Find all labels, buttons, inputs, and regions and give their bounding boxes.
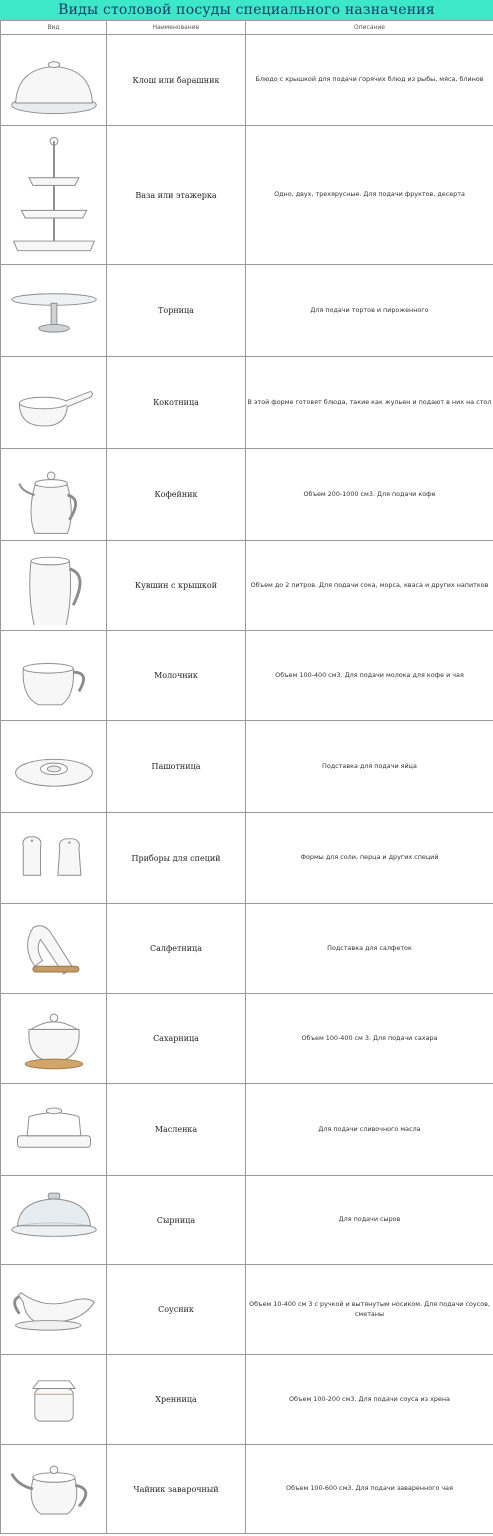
item-description: Объем 10-400 см 3 с ручкой и вытянутым носиком. Для подачи соусов, сметаны [246, 1265, 493, 1355]
cake-stand-icon [6, 272, 102, 350]
item-description: Блюдо с крышкой для подачи горячих блюд из рыбы, мяса, блинов [246, 35, 493, 126]
item-name: Сырница [107, 1176, 246, 1265]
item-name: Торница [107, 265, 246, 357]
item-name: Соусник [107, 1265, 246, 1355]
item-description: Объем 100-200 см3. Для подачи соуса из хрена [246, 1355, 493, 1445]
image-cell [1, 994, 107, 1084]
image-cell [1, 1265, 107, 1355]
item-description: Объем 100-600 см3. Для подачи заваренного чая [246, 1445, 493, 1534]
item-name: Чайник заварочный [107, 1445, 246, 1534]
teapot-icon [6, 1450, 102, 1528]
image-cell [1, 813, 107, 904]
gravy-boat-icon [6, 1271, 102, 1349]
table-row [1, 265, 493, 357]
table-row [1, 1084, 493, 1176]
table-row [1, 1445, 493, 1534]
item-name: Салфетница [107, 904, 246, 994]
item-description: Подставка для подачи яйца [246, 721, 493, 813]
table-row [1, 357, 493, 449]
napkin-holder-icon [6, 910, 102, 988]
salt-pepper-icon [6, 819, 102, 897]
header-name: Наименование [107, 21, 246, 35]
table-row [1, 1176, 493, 1265]
image-cell [1, 357, 107, 449]
item-description: Одно, двух, трехярусные. Для подачи фруктов, десерта [246, 126, 493, 265]
image-cell [1, 126, 107, 265]
egg-holder-icon [6, 728, 102, 806]
item-name: Молочник [107, 631, 246, 721]
sugar-bowl-icon [6, 1000, 102, 1078]
item-name: Хренница [107, 1355, 246, 1445]
milk-jug-icon [6, 637, 102, 715]
image-cell [1, 265, 107, 357]
item-description: Для подачи сыров [246, 1176, 493, 1265]
item-name: Клош или барашник [107, 35, 246, 126]
table-row [1, 35, 493, 126]
item-description: Объем 200-1000 см3. Для подачи кофе [246, 449, 493, 541]
butter-dish-icon [6, 1091, 102, 1169]
image-cell [1, 904, 107, 994]
cloche-icon [6, 41, 102, 119]
image-cell [1, 631, 107, 721]
page-title: Виды столовой посуды специального назначения [0, 0, 493, 21]
horseradish-pot-icon [6, 1361, 102, 1439]
item-description: Объем 100-400 см3. Для подачи молока для кофе и чая [246, 631, 493, 721]
item-description: Формы для соли, перца и других специй [246, 813, 493, 904]
item-description: Подставка для салфеток [246, 904, 493, 994]
table-row [1, 541, 493, 631]
item-name: Приборы для специй [107, 813, 246, 904]
tiered-stand-icon [6, 132, 102, 258]
image-cell [1, 1084, 107, 1176]
item-description: Объем 100-400 см 3. Для подачи сахара [246, 994, 493, 1084]
lidded-jug-icon [6, 547, 102, 625]
image-cell [1, 1355, 107, 1445]
tableware-table [0, 20, 493, 1534]
item-description: В этой форме готовят блюда, такие как жульен и подают в них на стол [246, 357, 493, 449]
image-cell [1, 721, 107, 813]
item-name: Кофейник [107, 449, 246, 541]
coffee-pot-icon [6, 456, 102, 534]
item-description: Для подачи тортов и пироженного [246, 265, 493, 357]
table-header-row [1, 21, 493, 35]
item-name: Сахарница [107, 994, 246, 1084]
image-cell [1, 541, 107, 631]
item-name: Ваза или этажерка [107, 126, 246, 265]
table-row [1, 721, 493, 813]
item-description: Для подачи сливочного масла [246, 1084, 493, 1176]
table-row [1, 904, 493, 994]
cocotte-icon [6, 364, 102, 442]
table-row [1, 1265, 493, 1355]
item-description: Объем до 2 литров. Для подачи сока, морса, кваса и других напитков [246, 541, 493, 631]
table-row [1, 813, 493, 904]
item-name: Пашотница [107, 721, 246, 813]
image-cell [1, 1176, 107, 1265]
header-image: Вид [1, 21, 107, 35]
table-row [1, 631, 493, 721]
item-name: Кокотница [107, 357, 246, 449]
header-description: Описание [246, 21, 493, 35]
image-cell [1, 449, 107, 541]
image-cell [1, 1445, 107, 1534]
item-name: Кувшин с крышкой [107, 541, 246, 631]
image-cell [1, 35, 107, 126]
table-row [1, 449, 493, 541]
item-name: Масленка [107, 1084, 246, 1176]
cheese-dish-icon [6, 1181, 102, 1259]
table-row [1, 994, 493, 1084]
table-row [1, 1355, 493, 1445]
table-row [1, 126, 493, 265]
